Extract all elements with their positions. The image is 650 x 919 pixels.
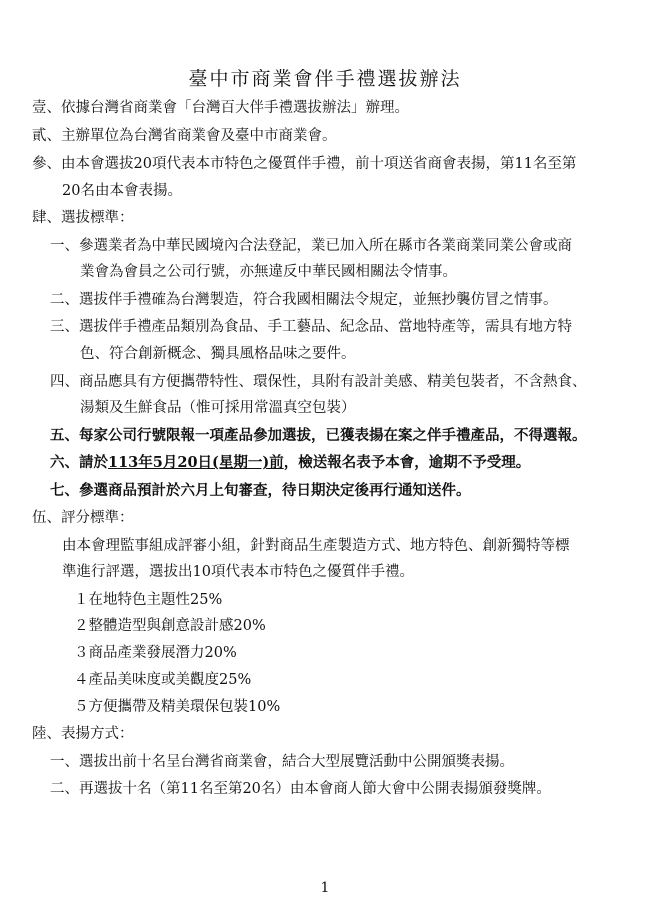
article-1: 壹、依據台灣省商業會「台灣百大伴手禮選拔辦法」辦理。 bbox=[32, 100, 409, 116]
criterion-7: 七、參選商品預計於六月上旬審查，待日期決定後再行通知送件。 bbox=[50, 482, 471, 499]
criterion-1: 一、參選業者為中華民國境內合法登記，業已加入所在縣市各業商業同業公會或商 bbox=[50, 238, 572, 254]
article-3-cont: 20名由本會表揚。 bbox=[62, 183, 182, 199]
criterion-2: 二、選拔伴手禮確為台灣製造，符合我國相關法令規定，並無抄襲仿冒之情事。 bbox=[50, 292, 558, 308]
scoring-intro: 由本會理監事組成評審小組，針對商品生產製造方式、地方特色、創新獨特等標 bbox=[62, 538, 570, 554]
criterion-6 bbox=[50, 453, 530, 473]
score-item-1: １在地特色主題性25% bbox=[74, 592, 223, 608]
article-3: 參、由本會選拔20項代表本市特色之優質伴手禮，前十項送省商會表揚，第11名至第 bbox=[32, 156, 577, 172]
article-2: 貳、主辦單位為台灣省商業會及臺中市商業會。 bbox=[32, 128, 337, 144]
document-title: 臺中市商業會伴手禮選拔辦法 bbox=[188, 68, 462, 90]
criterion-3: 三、選拔伴手禮產品類別為食品、手工藝品、紀念品、當地特產等，需具有地方特 bbox=[50, 319, 572, 335]
criterion-6-suffix: ，檢送報名表予本會，逾期不予受理。 bbox=[283, 454, 531, 471]
score-item-5: ５方便攜帶及精美環保包裝10% bbox=[74, 699, 281, 715]
score-item-4: ４產品美味度或美觀度25% bbox=[74, 672, 252, 688]
score-item-3: ３商品產業發展潛力20% bbox=[74, 645, 237, 661]
criterion-1-cont: 業會為會員之公司行號，亦無違反中華民國相關法令情事。 bbox=[80, 264, 457, 280]
award-2: 二、再選拔十名（第11名至第20名）由本會商人節大會中公開表揚頒發獎牌。 bbox=[50, 781, 551, 797]
criterion-4: 四、商品應具有方便攜帶特性、環保性，具附有設計美感、精美包裝者，不含熱食、 bbox=[50, 374, 587, 390]
award-1: 一、選拔出前十名呈台灣省商業會，結合大型展覽活動中公開頒獎表揚。 bbox=[50, 754, 514, 770]
criterion-6-prefix: 六、請於 bbox=[50, 454, 108, 471]
deadline-date: 113年5月20日(星期一)前 bbox=[108, 454, 284, 471]
criterion-4-cont: 湯類及生鮮食品（惟可採用常溫真空包裝） bbox=[80, 400, 356, 416]
page-number: 1 bbox=[320, 880, 330, 896]
criterion-3-cont: 色、符合創新概念、獨具風格品味之要件。 bbox=[80, 346, 356, 362]
score-item-2: ２整體造型與創意設計感20% bbox=[74, 618, 266, 634]
criterion-5: 五、每家公司行號限報一項產品參加選拔，已獲表揚在案之伴手禮產品，不得選報。 bbox=[50, 427, 587, 444]
article-6-heading: 陸、表揚方式： bbox=[32, 726, 134, 742]
scoring-intro-cont: 準進行評選，選拔出10項代表本市特色之優質伴手禮。 bbox=[62, 564, 414, 580]
article-4-heading: 肆、選拔標準： bbox=[32, 210, 134, 226]
article-5-heading: 伍、評分標準： bbox=[32, 510, 134, 526]
